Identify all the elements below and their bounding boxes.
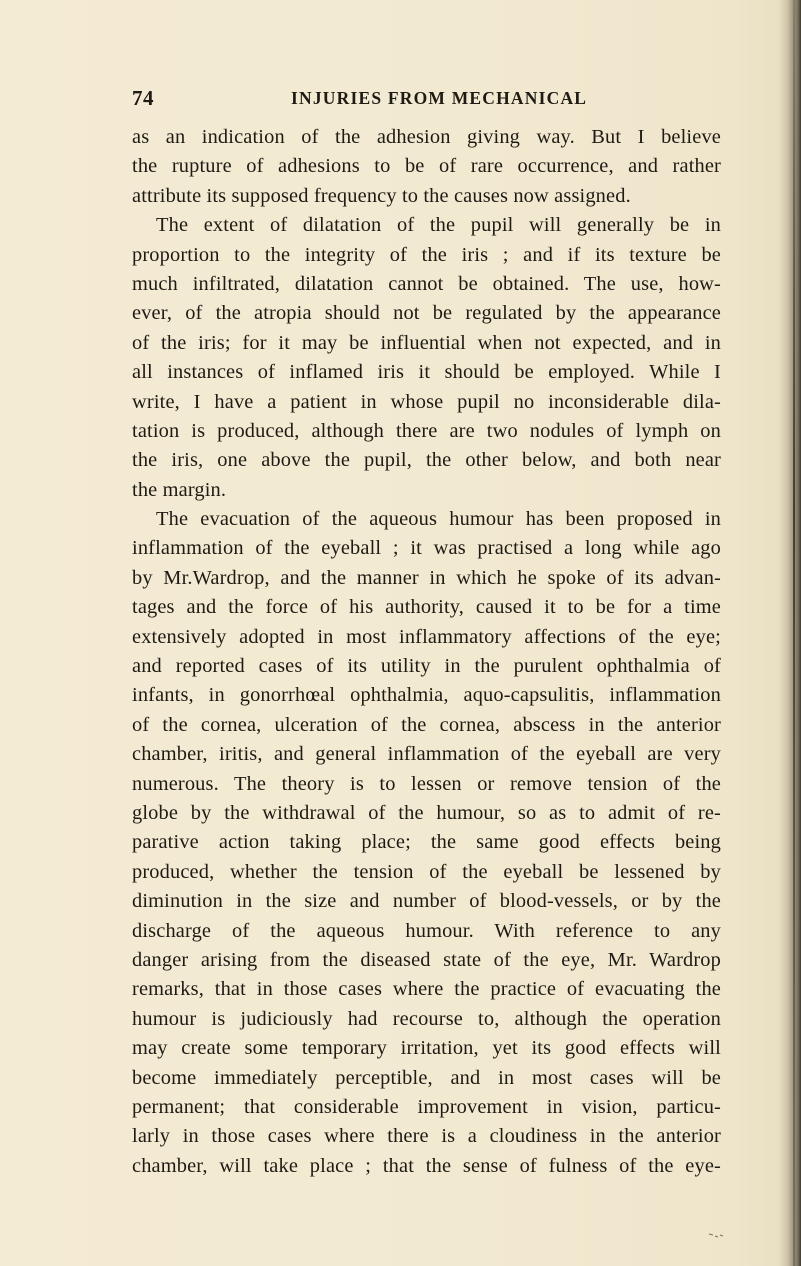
text-line: proportion to the integrity of the iris ; and if its texture be [132, 243, 721, 266]
text-line: the iris, one above the pupil, the other below, and both near [132, 449, 721, 472]
text-line: of the cornea, ulceration of the cornea, abscess in the anterior [132, 713, 721, 736]
text-line: may create some temporary irritation, yet its good effects will [132, 1037, 721, 1060]
text-line: of the iris; for it may be influential when not expected, and in [132, 331, 721, 354]
text-line: humour is judiciously had recourse to, although the operation [132, 1007, 721, 1030]
text-line: by Mr.Wardrop, and the manner in which he spoke of its advan- [132, 566, 721, 589]
text-line: infants, in gonorrhœal ophthalmia, aquo-capsulitis, inflammation [132, 684, 721, 707]
text-line: the rupture of adhesions to be of rare occurrence, and rather [132, 155, 721, 178]
body-text [132, 123, 721, 1181]
page-header [132, 86, 722, 116]
page-edge-line [793, 0, 795, 1266]
text-line: remarks, that in those cases where the practice of evacuating the [132, 978, 721, 1001]
text-line: extensively adopted in most inflammatory affections of the eye; [132, 625, 721, 648]
text-line: danger arising from the diseased state of the eye, Mr. Wardrop [132, 948, 721, 971]
text-line: permanent; that considerable improvement in vision, particu- [132, 1095, 721, 1118]
text-line: numerous. The theory is to lessen or remove tension of the [132, 772, 721, 795]
text-line: The evacuation of the aqueous humour has been proposed in [156, 508, 721, 531]
text-line: become immediately perceptible, and in most cases will be [132, 1066, 721, 1089]
text-line: chamber, will take place ; that the sense of fulness of the eye- [132, 1154, 721, 1177]
text-line: and reported cases of its utility in the purulent ophthalmia of [132, 655, 721, 678]
text-line: tation is produced, although there are two nodules of lymph on [132, 419, 721, 442]
text-line: ever, of the atropia should not be regulated by the appearance [132, 302, 721, 325]
text-line: as an indication of the adhesion giving way. But I believe [132, 126, 721, 148]
text-line: all instances of inflamed iris it should be employed. While I [132, 361, 721, 384]
text-line: much infiltrated, dilatation cannot be obtained. The use, how- [132, 272, 721, 295]
running-head: INJURIES FROM MECHANICAL [291, 88, 588, 108]
text-line: diminution in the size and number of blood-vessels, or by the [132, 890, 721, 913]
text-line: parative action taking place; the same good effects being [132, 831, 721, 854]
page-gutter-shadow [779, 0, 801, 1266]
text-line: chamber, iritis, and general inflammation of the eyeball are very [132, 743, 721, 766]
text-line: produced, whether the tension of the eyeball be lessened by [132, 860, 721, 883]
text-line: The extent of dilatation of the pupil will generally be in [156, 214, 721, 237]
text-line: discharge of the aqueous humour. With reference to any [132, 919, 721, 942]
ink-speck-mark [708, 1232, 724, 1238]
page-number: 74 [132, 86, 154, 110]
text-line: tages and the force of his authority, caused it to be for a time [132, 596, 721, 619]
text-line: larly in those cases where there is a cloudiness in the anterior [132, 1125, 721, 1148]
text-line: inflammation of the eyeball ; it was practised a long while ago [132, 537, 721, 560]
text-line: the margin. [132, 478, 227, 501]
text-line: globe by the withdrawal of the humour, so as to admit of re- [132, 801, 721, 824]
text-line: write, I have a patient in whose pupil no inconsiderable dila- [132, 390, 721, 413]
text-line: attribute its supposed frequency to the causes now assigned. [132, 184, 631, 207]
